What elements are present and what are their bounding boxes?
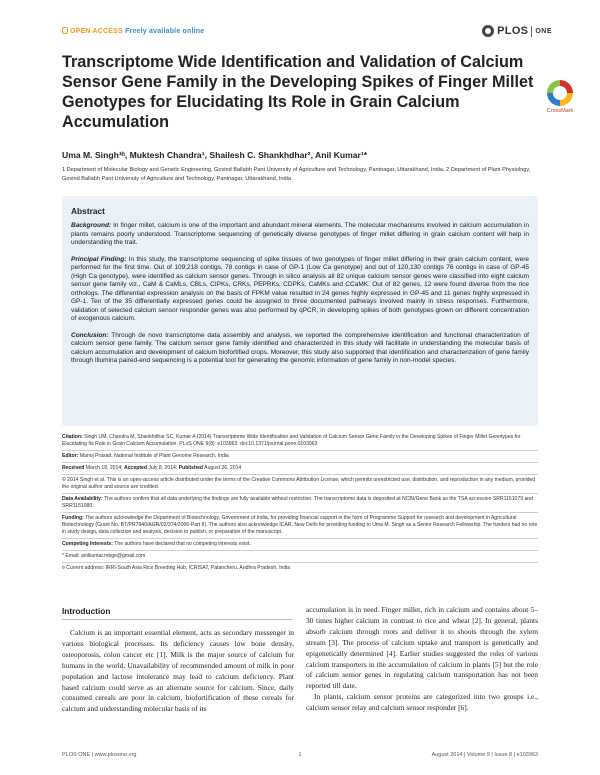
oa-access-label: ACCESS (92, 28, 123, 35)
crossmark-icon (547, 80, 573, 106)
article-metadata (62, 432, 538, 574)
conclusion-text: Through de novo transcriptome data assembly and analysis, we reported the comprehensive identification and functional characterization of calcium sensor gene family. The calcium sensor gene family identified and characterized in this study will facilitate in understanding the molecular basis of calcium accumulation and development of calcium biofortified crops. Moreover, this study also supported that identification and characterization of gene family through Illumina paired-end sequencing is a potential tool for generating the genomic information of gene family in non-model species. (71, 331, 529, 364)
logo-divider (531, 26, 532, 37)
abstract-box (62, 196, 538, 426)
plos-circle-icon (482, 25, 494, 37)
footer-issue: August 2014 | Volume 9 | Issue 8 | e103963 (431, 752, 538, 758)
background-text: In finger millet, calcium is one of the important and abundant mineral elements. The molecular mechanisms involved in calcium accumulation in plants remains poorly understood. Transcriptome sequencing of genetically diverse genotypes of finger millet differing in grain calcium content will help in understanding the trait. (71, 222, 529, 246)
data-availability (62, 494, 538, 513)
citation-text: Singh UM, Chandra M, Shankhdhar SC, Kumar A (2014) Transcriptome Wide Identification and Validation of Calcium Sensor Gene Family in the Developing Spikes of Finger Millet Genotypes for Elucidating Its Role in Grain Calcium Accumulation. PLoS ONE 9(8): e103963. doi:10.1371/journal.pone.0103963 (62, 434, 521, 447)
funding-label: Funding: (62, 515, 84, 521)
editor-label: Editor: (62, 453, 79, 459)
page-number: 1 (298, 752, 302, 758)
received-date: March 18, 2014; (84, 465, 125, 471)
plos-one-logo[interactable] (482, 24, 552, 38)
funding-text: The authors acknowledge the Department of Biotechnology, Government of India, for providing financial support in the form of Programme Support for research and development in Agricultural Biotechnology (Grant No. BT/PR7840/AGR/02/374/2006-Part II). The authors also acknowledge ICAR, New Delhi for providing funding to Uma M. Singh as a Senior Research Fellowship. The funders had no role in study design, data collection and analysis, decision to publish, or preparation of the manuscript. (62, 515, 538, 535)
background-label: Background: (71, 222, 112, 229)
editor (62, 451, 538, 463)
published-label: Published (178, 465, 204, 471)
competing-interests (62, 539, 538, 551)
journal-header (62, 24, 552, 44)
citation-label: Citation: (62, 434, 83, 440)
accepted-date: July 8, 2014; (146, 465, 179, 471)
article-title: Transcriptome Wide Identification and Validation of Calcium Sensor Gene Family in the Developing Spikes of Finger Millet Genotypes for Elucidating Its Role in Grain Calcium Accumulation (62, 53, 534, 131)
copyright: © 2014 Singh et al. This is an open-access article distributed under the terms of the Creative Commons Attribution License, which permits unrestricted use, distribution, and reproduction in any medium, provided the original author and source are credited. (62, 475, 538, 494)
one-wordmark: ONE (535, 27, 552, 35)
affiliations: 1 Department of Molecular Biology and Genetic Engineering, Govind Ballabh Pant University of Agriculture and Technology, Pantnagar, Uttarakhand, India, 2 Department of Plant Physiology, Govind Ballabh Pant University of Agriculture and Technology, Pantnagar, Uttarakhand, India (62, 167, 531, 182)
competing-text: The authors have declared that no competing interests exist. (112, 541, 251, 547)
section-divider (62, 619, 292, 620)
abstract-conclusion (71, 332, 529, 366)
page-footer (62, 752, 538, 762)
plos-wordmark: PLOS (497, 25, 529, 37)
competing-label: Competing Interests: (62, 541, 113, 547)
oa-open-label: OPEN (70, 28, 91, 35)
accepted-label: Accepted (124, 465, 147, 471)
crossmark-button[interactable] (540, 80, 580, 114)
abstract-heading: Abstract (71, 206, 105, 216)
published-date: August 26, 2014 (203, 465, 242, 471)
open-lock-icon (62, 27, 68, 34)
abstract-finding (71, 256, 529, 324)
citation (62, 432, 538, 451)
intro-paragraph-2: In plants, calcium sensor proteins are categorized into two groups i.e., calcium sensor relay and calcium sensor responder [6]. (306, 692, 538, 713)
corresponding-email[interactable]: * Email: anilkumar.mbge@gmail.com (62, 551, 538, 563)
funding (62, 513, 538, 539)
oa-free-label: Freely available online (125, 28, 205, 35)
author-list: Uma M. Singh¹ʰ, Muktesh Chandra¹, Shailesh C. Shankhdhar², Anil Kumar¹* (62, 150, 368, 160)
finding-text: In this study, the transcriptome sequencing of spike tissues of two genotypes of finger millet differing in their grain calcium content, were performed for the first time. Out of 109,218 contigs, 78 contigs in case of GP-1 (Low Ca genotype) and out of 120,130 contigs 76 contigs in case of GP-45 (High Ca genotype), were identified as calcium sensor genes. Through in silico analysis all 82 unique calcium sensor genes were classified into eight calcium sensor gene family viz., CaM & CaMLs, CBLs, CIPKs, CRKs, PEPRKs, CDPKs, CaMKs and CCaMK. Out of 82 genes, 12 were found diverse from the rice orthologs. The differential expression analysis on the basis of FPKM value resulted in 24 genes highly expressed in GP-45 and 11 genes highly expressed in GP-1. Ten of the 35 differentially expressed genes could be assigned to three documented pathways involved mainly in stress responses. Furthermore, validation of selected calcium sensor responder genes was also performed by qPCR, in developing spikes of both genotypes grown on different concentration of exogenous calcium. (71, 255, 530, 322)
footer-journal[interactable]: PLOS ONE | www.plosone.org (62, 752, 137, 758)
conclusion-label: Conclusion: (71, 331, 109, 339)
availability-text: The authors confirm that all data underlying the findings are fully available without restriction. The transcriptome data is deposited at NCBI/Gene Bank as the TSA accession SRR1151079 and SRR1151080. (62, 496, 533, 509)
current-address: ¤ Current address: IRRI-South Asia Rice Breeding Hub, ICRISAT, Patancheru, Andhra Pradesh, India (62, 565, 291, 571)
crossmark-label: CrossMark (546, 108, 574, 114)
introduction-heading: Introduction (62, 606, 111, 616)
dates (62, 463, 538, 475)
finding-label: Principal Finding: (71, 255, 127, 263)
received-label: Received (62, 465, 85, 471)
editor-text: Manoj Prasad, National Institute of Plant Genome Research, India (78, 453, 229, 459)
intro-paragraph-continued: accumulation is in need. Finger millet, rich in calcium and contains about 5–30 times higher calcium in contrast to rice and wheat [2]. In general, plants absorb calcium through roots and deliver it to shoots through the xylem stream [3]. The process of calcium uptake and transport is genetically and epigenetically determined [4]. Earlier studies suggested the roles of various calcium transporters in the accumulation of calcium in plants [5] but the role of calcium sensor genes in regulating calcium transportation has not been reported till date. (306, 605, 538, 691)
intro-column-right (306, 605, 538, 714)
intro-column-left: Calcium is an important essential element, acts as secondary messenger in various biological processes. Its deficiency causes low bone density, osteoporosis, colon cancer etc [1]. Milk is the major source of calcium for humans in the world. Unavailability of recommended amount of milk in poor population and lactose intolerance may lead to calcium deficiency. Plant based calcium could serve as an alternate source for calcium. Since, daily consumed cereals are poor in calcium, biofortification of these cereals for calcium and understanding molecular basis of its (62, 628, 294, 714)
availability-label: Data Availability: (62, 496, 103, 502)
abstract-background (71, 222, 529, 248)
open-access-badge[interactable] (62, 27, 204, 35)
